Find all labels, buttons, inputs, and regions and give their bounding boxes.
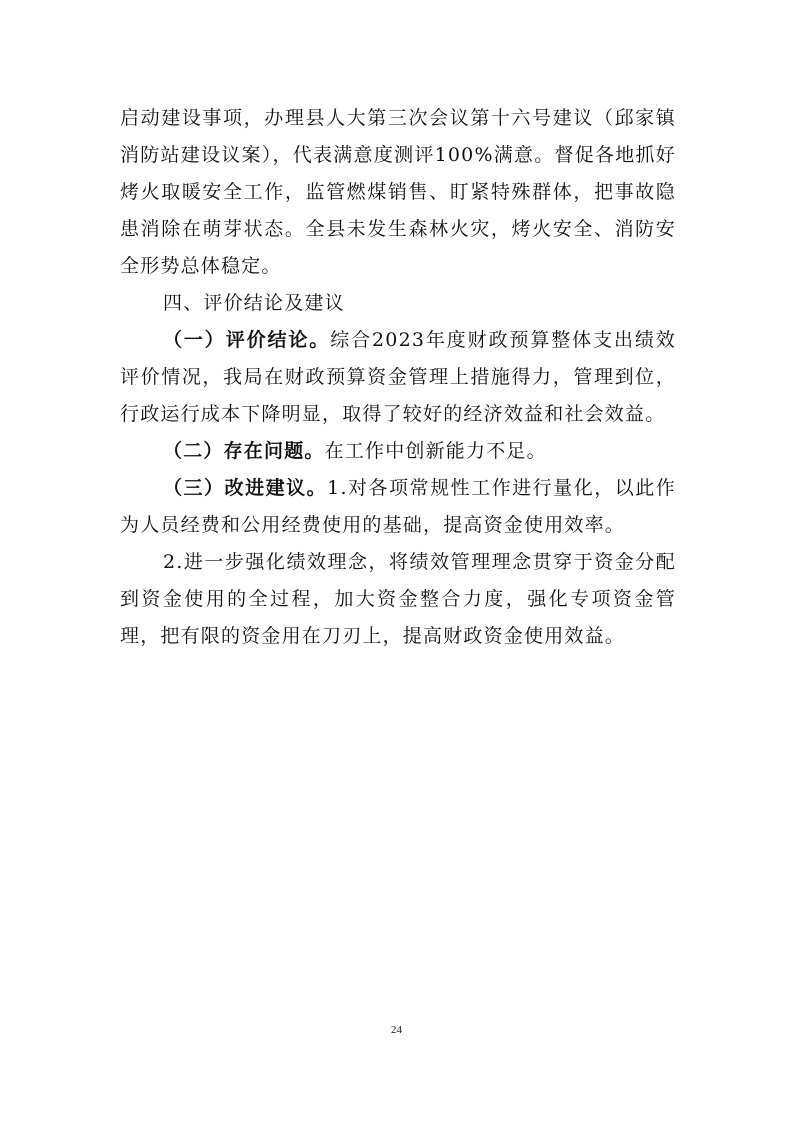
conclusion-paragraph	[120, 322, 676, 433]
page-number: 24	[391, 1024, 402, 1036]
section-heading: 四、评价结论及建议	[163, 292, 345, 314]
continuation-paragraph: 启动建设事项，办理县人大第三次会议第十六号建议（邱家镇消防站建设议案），代表满意度测评100%满意。督促各地抓好烤火取暖安全工作，监管燃煤销售、盯紧特殊群体，把事故隐患消除在萌芽状态。全县未发生森林火灾，烤火安全、消防安全形势总体稳定。	[120, 107, 676, 277]
suggestions-lead: （三）改进建议。	[163, 477, 328, 499]
document-body	[120, 100, 676, 655]
problems-lead: （二）存在问题。	[163, 440, 325, 462]
problems-paragraph	[120, 433, 676, 470]
conclusion-lead: （一）评价结论。	[163, 329, 331, 351]
suggestion-2-paragraph: 2.进一步强化绩效理念，将绩效管理理念贯穿于资金分配到资金使用的全过程，加大资金整合力度，强化专项资金管理，把有限的资金用在刀刃上，提高财政资金使用效益。	[120, 551, 676, 647]
problems-text: 在工作中创新能力不足。	[324, 440, 547, 462]
conclusion-text: 综合2023年度财政预算整体支出绩效评价情况，我局在财政预算资金管理上措施得力，管理到位，行政运行成本下降明显，取得了较好的经济效益和社会效益。	[120, 329, 676, 425]
suggestions-text: 1.对各项常规性工作进行量化，以此作为人员经费和公用经费使用的基础，提高资金使用效率。	[120, 477, 676, 536]
suggestions-paragraph	[120, 470, 676, 544]
